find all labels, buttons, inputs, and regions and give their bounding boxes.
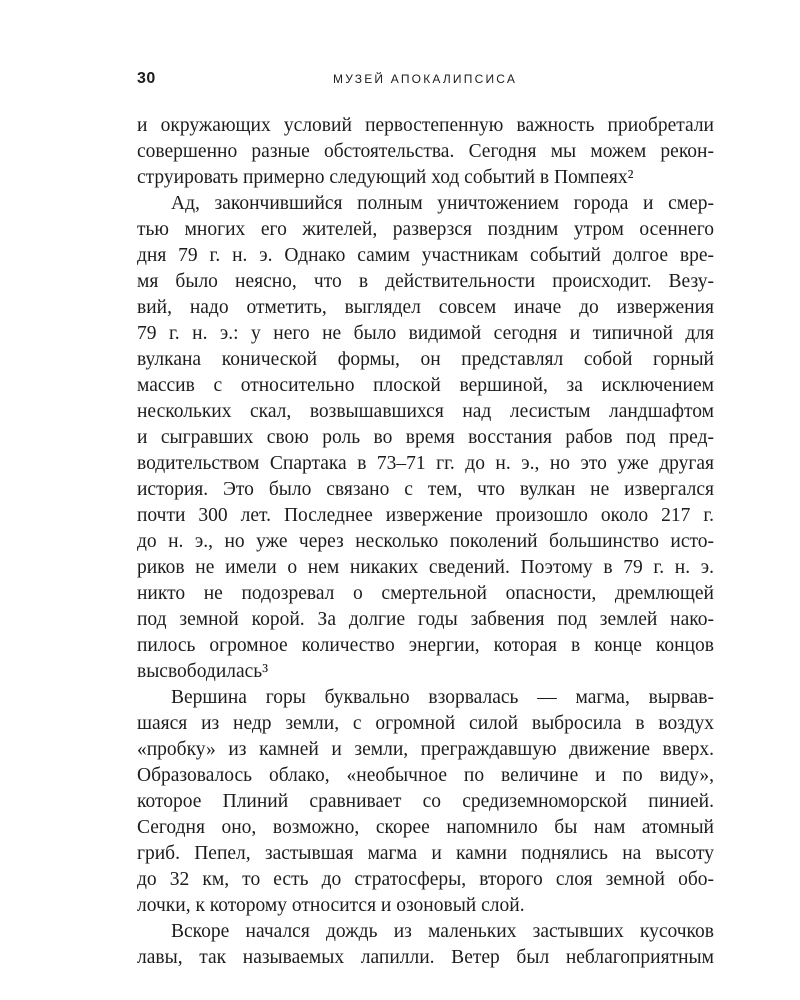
text-line: Вершина горы буквально взорвалась — магма, вырвав-: [171, 687, 714, 708]
text-line: вулкана конической формы, он представлял собой горный: [137, 349, 714, 370]
text-line: нескольких скал, возвышавшихся над лесистым ландшафтом: [137, 401, 714, 422]
text-line: история. Это было связано с тем, что вулкан не извергался: [137, 479, 714, 500]
text-line: Вскоре начался дождь из маленьких застывших кусочков: [171, 921, 714, 942]
text-line: 79 г. н. э.: у него не было видимой сегодня и типичной для: [137, 323, 714, 344]
text-line: до 32 км, то есть до стратосферы, второго слоя земной обо-: [137, 869, 714, 890]
text-line: и сыгравших свою роль во время восстания рабов под пред-: [137, 427, 714, 448]
text-line: шаяся из недр земли, с огромной силой выбросила в воздух: [137, 713, 714, 734]
text-line: струировать примерно следующий ход событий в Помпеях²: [137, 167, 634, 188]
book-title: МУЗЕЙ АПОКАЛИПСИСА: [333, 72, 518, 86]
text-line: Сегодня оно, возможно, скорее напомнило бы нам атомный: [137, 817, 714, 838]
text-line: пилось огромное количество энергии, которая в конце концов: [137, 635, 714, 656]
text-line: высвободилась³: [137, 661, 269, 682]
text-line: гриб. Пепел, застывшая магма и камни поднялись на высоту: [137, 843, 714, 864]
text-line: вий, надо отметить, выглядел совсем иначе до извержения: [137, 297, 714, 318]
page-number: 30: [137, 70, 156, 87]
text-line: массив с относительно плоской вершиной, за исключением: [137, 375, 714, 396]
text-line: водительством Спартака в 73–71 гг. до н. э., но это уже другая: [137, 453, 714, 474]
body-text: [137, 113, 714, 971]
text-line: которое Плиний сравнивает со средиземноморской пинией.: [137, 791, 714, 812]
text-line: дня 79 г. н. э. Однако самим участникам событий долгое вре-: [137, 245, 714, 266]
text-line: совершенно разные обстоятельства. Сегодня мы можем рекон-: [137, 141, 714, 162]
text-line: под земной корой. За долгие годы забвения под землей нако-: [137, 609, 714, 630]
text-line: тью многих его жителей, разверзся поздним утром осеннего: [137, 219, 714, 240]
text-line: лавы, так называемых лапилли. Ветер был неблагоприятным: [137, 947, 714, 968]
running-header: [137, 70, 714, 94]
text-line: «пробку» из камней и земли, преграждавшую движение вверх.: [137, 739, 714, 760]
text-line: лочки, к которому относится и озоновый слой.: [137, 895, 525, 916]
text-line: и окружающих условий первостепенную важность приобретали: [137, 115, 714, 136]
text-line: до н. э., но уже через несколько поколений большинство исто-: [137, 531, 714, 552]
text-line: Ад, закончившийся полным уничтожением города и смер-: [171, 193, 714, 214]
text-line: мя было неясно, что в действительности происходит. Везу-: [137, 271, 714, 292]
text-line: никто не подозревал о смертельной опасности, дремлющей: [137, 583, 714, 604]
text-line: почти 300 лет. Последнее извержение произошло около 217 г.: [137, 505, 714, 526]
text-line: Образовалось облако, «необычное по величине и по виду»,: [137, 765, 714, 786]
text-line: риков не имели о нем никаких сведений. Поэтому в 79 г. н. э.: [137, 557, 714, 578]
